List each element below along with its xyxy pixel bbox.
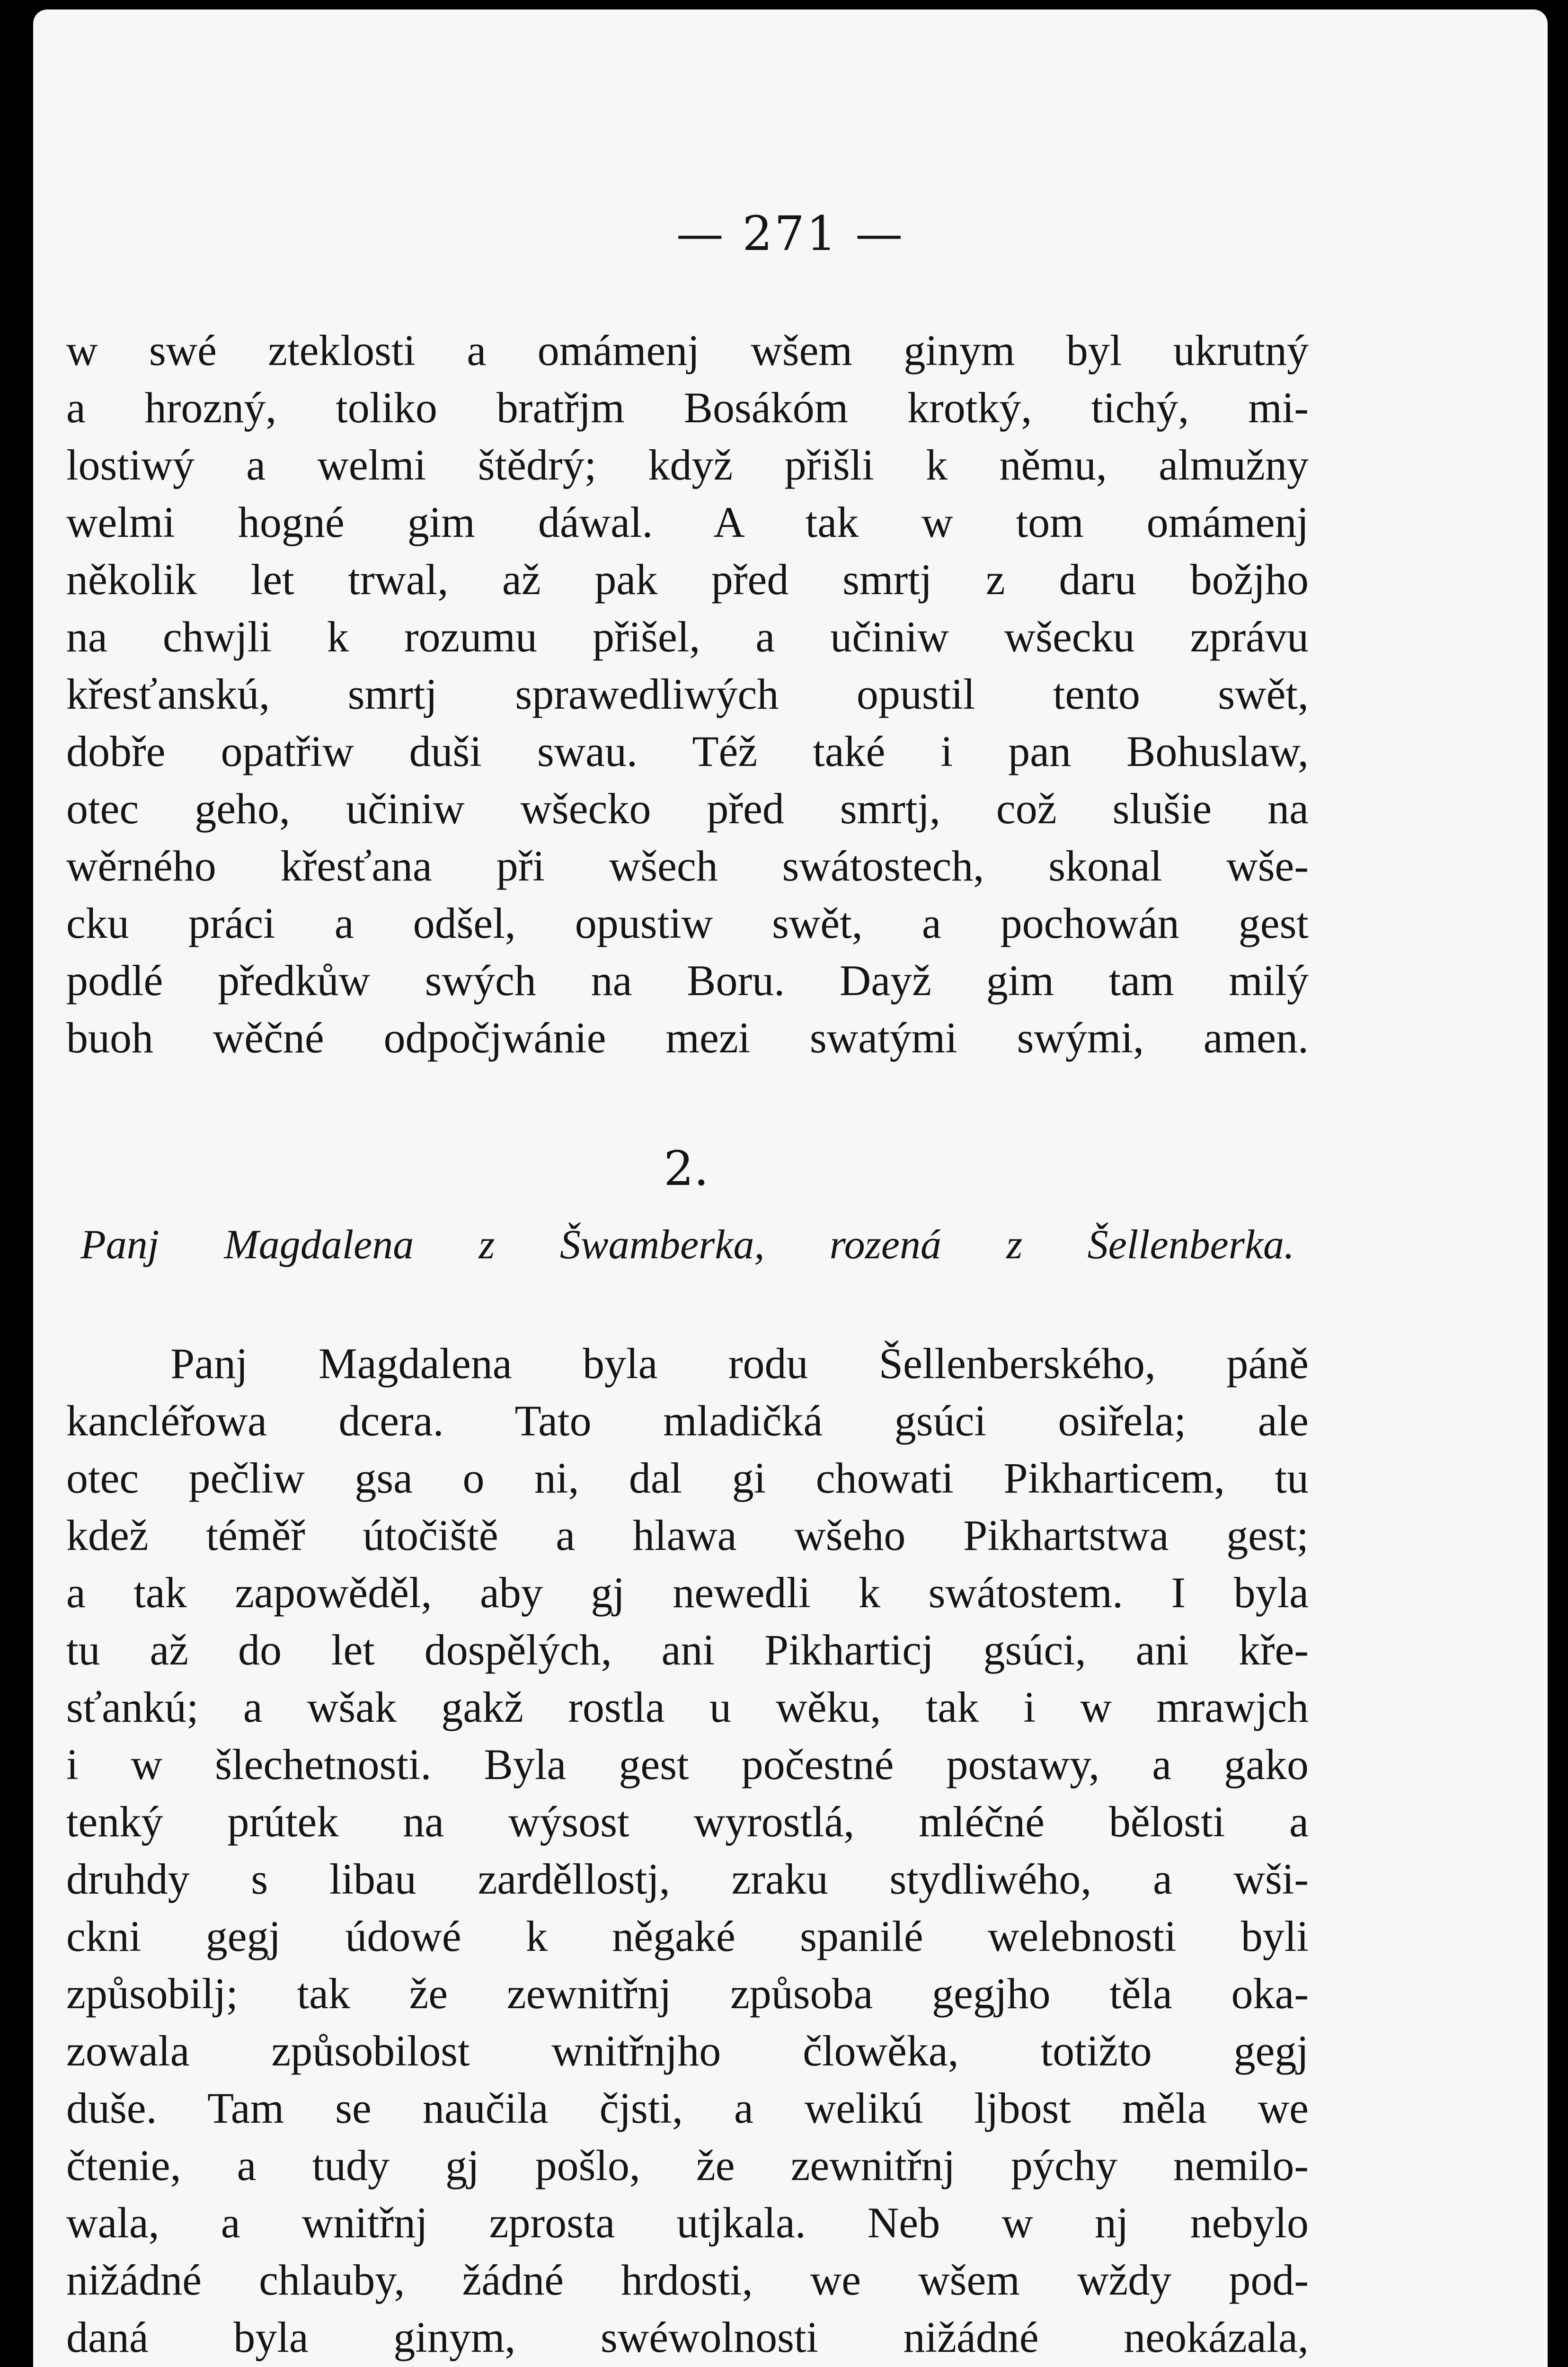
text-line: kdež téměř útočiště a hlawa wšeho Pikhartstwa gest; [66, 1511, 1309, 1559]
text-line: wala, a wnitřnj zprosta utjkala. Neb w nj nebylo [66, 2198, 1309, 2247]
text-line: a hrozný, toliko bratřjm Bosákóm krotký, tichý, mi- [66, 383, 1309, 432]
text-line: wěrného křesťana při wšech swátostech, skonal wše- [66, 842, 1309, 890]
text-line: křesťanskú, smrtj sprawedliwých opustil tento swět, [66, 670, 1309, 718]
text-line: na chwjli k rozumu přišel, a učiniw wšecku zprávu [66, 613, 1309, 661]
text-line: Panj Magdalena byla rodu Šellenberského, páně [170, 1339, 1309, 1388]
text-line: duše. Tam se naučila čjsti, a welikú ljbost měla we [66, 2084, 1309, 2132]
text-line: čtenie, a tudy gj pošlo, že zewnitřnj pýchy nemilo- [66, 2141, 1309, 2189]
text-line: lostiwý a welmi štědrý; když přišli k němu, almužny [66, 441, 1309, 489]
section-number: 2. [664, 1141, 709, 1196]
section-title: Panj Magdalena z Šwamberka, rozená z Šellenberka. [80, 1222, 1294, 1268]
text-line: ckni gegj údowé k něgaké spanilé welebnosti byli [66, 1912, 1309, 1960]
text-line: zowala způsobilost wnitřnjho člowěka, totižto gegj [66, 2027, 1309, 2075]
text-line: dobře opatřiw duši swau. Též také i pan Bohuslaw, [66, 727, 1309, 775]
text-line: daná byla ginym, swéwolnosti nižádné neokázala, [66, 2313, 1309, 2361]
text-line: několik let trwal, až pak před smrtj z daru božjho [66, 555, 1309, 604]
text-line: nižádné chlauby, žádné hrdosti, we wšem wždy pod- [66, 2256, 1309, 2304]
text-line: otec pečliw gsa o ni, dal gi chowati Pikharticem, tu [66, 1454, 1309, 1502]
text-line: sťankú; a wšak gakž rostla u wěku, tak i w mrawjch [66, 1683, 1309, 1731]
text-line: a tak zapowěděl, aby gj newedli k swátostem. I byla [66, 1568, 1309, 1617]
text-line: tenký prútek na wýsost wyrostlá, mléčné bělosti a [66, 1797, 1309, 1846]
paragraph-continued [66, 322, 1309, 1067]
paragraph-section-2 [66, 1335, 1309, 2367]
text-line: kancléřowa dcera. Tato mladičká gsúci osiřela; ale [66, 1397, 1309, 1445]
text-line: welmi hogné gim dáwal. A tak w tom omámenj [66, 498, 1309, 546]
text-line: otec geho, učiniw wšecko před smrtj, což slušie na [66, 784, 1309, 833]
text-line: cku práci a odšel, opustiw swět, a pochowán gest [66, 899, 1309, 947]
text-line: druhdy s libau zarděllostj, zraku stydliwého, a wši- [66, 1855, 1309, 1903]
book-page [33, 9, 1548, 2367]
text-line: tu až do let dospělých, ani Pikharticj gsúci, ani kře- [66, 1626, 1309, 1674]
text-line: způsobilj; tak že zewnitřnj způsoba gegjho těla oka- [66, 1969, 1309, 2018]
text-line: i w šlechetnosti. Byla gest počestné postawy, a gako [66, 1740, 1309, 1789]
text-line: w swé zteklosti a omámenj wšem ginym byl ukrutný [66, 326, 1309, 374]
page-number: — 271 — [676, 206, 905, 261]
text-line: buoh wěčné odpočjwánie mezi swatými swými, amen. [66, 1014, 1309, 1062]
text-line: podlé předkůw swých na Boru. Dayž gim tam milý [66, 956, 1309, 1005]
